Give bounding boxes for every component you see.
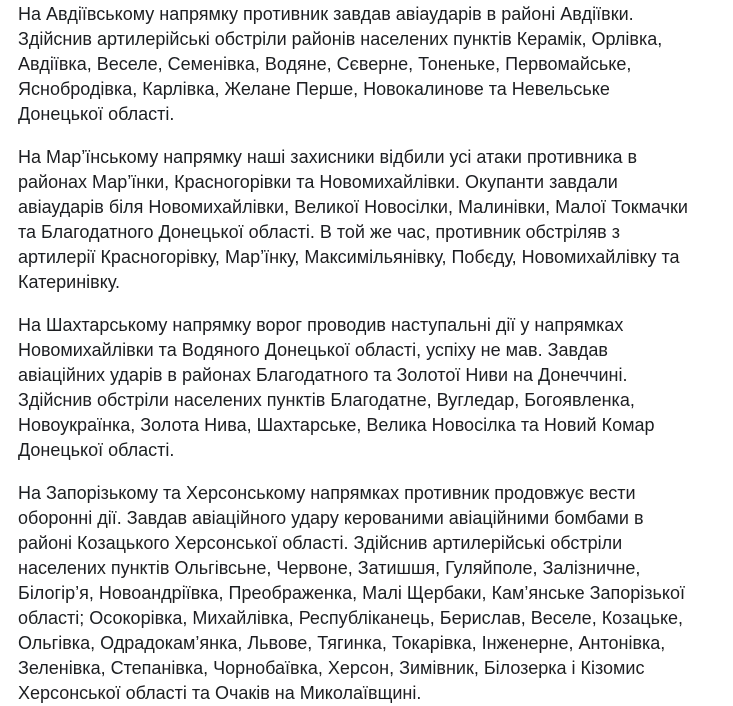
paragraph-marinka-direction: На Мар’їнському напрямку наші захисники відбили усі атаки противника в районах Мар’їнки, Красногорівки та Новомихайлівки. Окупанти завдали авіаударів біля Новомихайлівки, Великої Новосілки, Малинівки, Малої Токмачки та Благодатного Донецької області. В той же час, противник обстріляв з артилерії Красногорівку, Мар’їнку, Максимільянівку, Побєду, Новомихайлівку та Катеринівку. — [18, 147, 688, 292]
paragraph-zaporizhzhia-kherson-direction: На Запорізькому та Херсонському напрямках противник продовжує вести оборонні дії. Завдав авіаційного удару керованими авіаційними бомбами в районі Козацького Херсонської області. Здійснив артилерійські обстріли населених пунктів Ольгівсьне, Червоне, Затишшя, Гуляйполе, Залізничне, Білогір’я, Новоандріївка, Преображенка, Малі Щербаки, Кам’янське Запорізької області; Осокорівка, Михайлівка, Республіканець, Берислав, Веселе, Козацьке, Ольгівка, Одрадокам’янка, Львове, Тягинка, Токарівка, Інженерне, Антонівка, Зеленівка, Степанівка, Чорнобаївка, Херсон, Зимівник, Білозерка і Кізомис Херсонської області та Очаків на Миколаївщині. — [18, 483, 685, 703]
paragraph-avdiivka-direction: На Авдіївському напрямку противник завдав авіаударів в районі Авдіївки. Здійснив артилерійські обстріли районів населених пунктів Керамік, Орлівка, Авдіївка, Веселе, Семенівка, Водяне, Сєверне, Тоненьке, Первомайське, Яснобродівка, Карлівка, Желане Перше, Новокалинове та Невельське Донецької області. — [18, 4, 663, 124]
paragraph-shakhtarske-direction: На Шахтарському напрямку ворог проводив наступальні дії у напрямках Новомихайлівки та Водяного Донецької області, успіху не мав. Завдав авіаційних ударів в районах Благодатного та Золотої Ниви на Донеччині. Здійснив обстріли населених пунктів Благодатне, Вугледар, Богоявленка, Новоукраїнка, Золота Нива, Шахтарське, Велика Новосілка та Новий Комар Донецької області. — [18, 315, 655, 460]
